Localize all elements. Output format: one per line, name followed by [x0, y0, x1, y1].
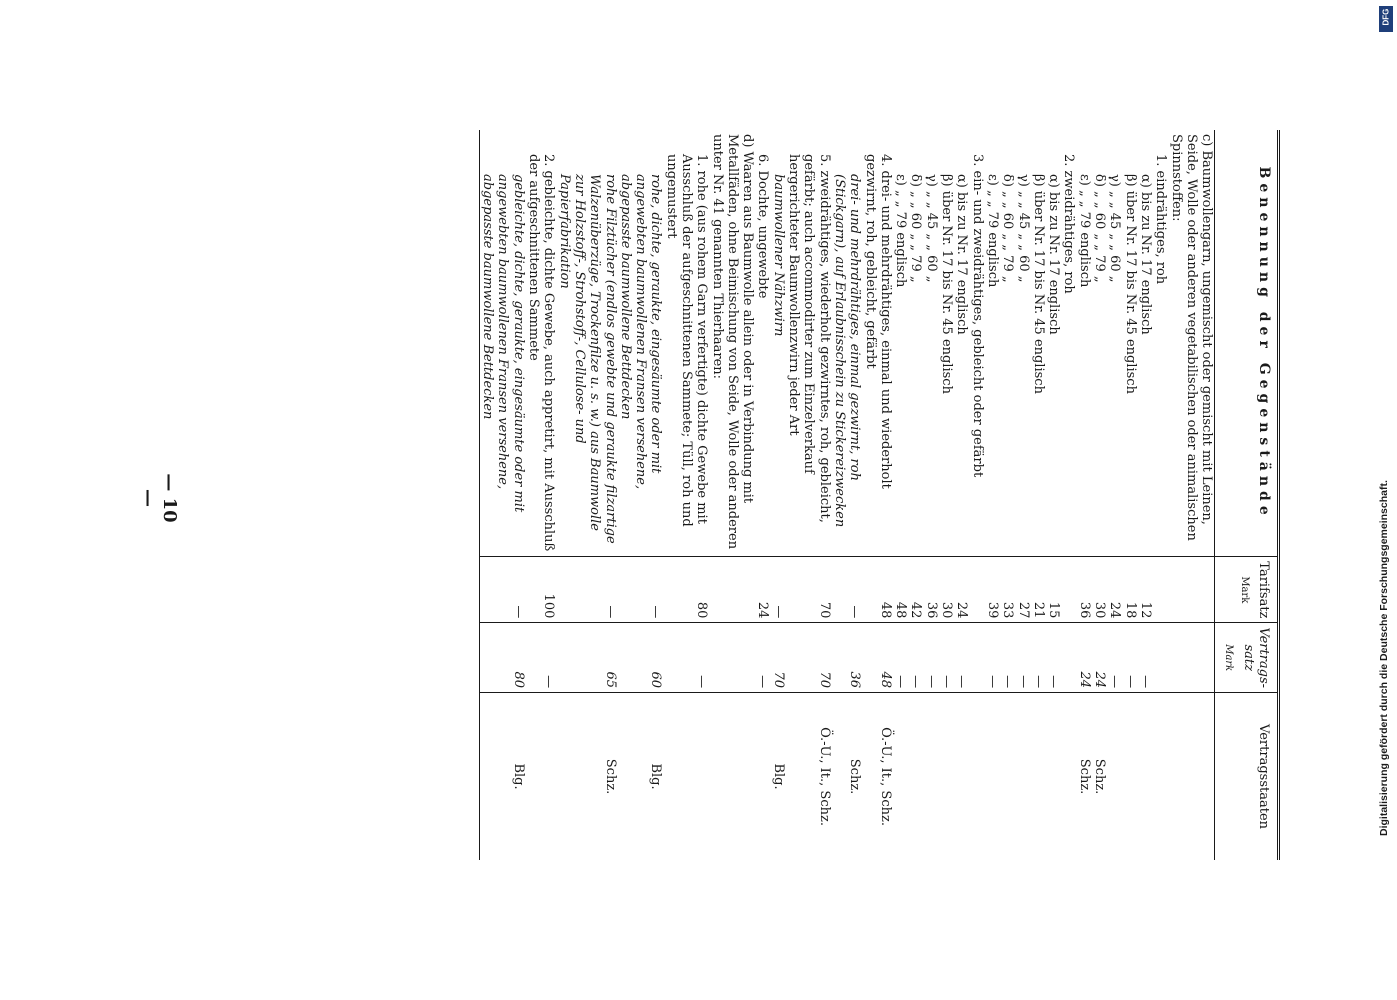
- row-treaty-rate: [709, 623, 755, 693]
- table-row: [1107, 130, 1122, 860]
- row-treaty-states: [954, 693, 969, 860]
- row-treaty-rate: [1168, 623, 1214, 693]
- row-treaty-rate: —: [954, 623, 969, 693]
- row-description: 2. zweidrähtiges, roh: [1061, 130, 1076, 557]
- row-treaty-states: [893, 693, 908, 860]
- table-row: [1138, 130, 1153, 860]
- row-tariff: —: [771, 557, 786, 623]
- row-treaty-rate: —: [985, 623, 1000, 693]
- tariff-table: [479, 130, 1280, 860]
- row-tariff: 24: [1107, 557, 1122, 623]
- row-treaty-states: Blg.: [648, 763, 664, 790]
- row-treaty-states: [1000, 693, 1015, 860]
- table-row: [1061, 130, 1076, 860]
- row-treaty-rate: —: [1000, 623, 1015, 693]
- row-description: gebleichte, dichte, geraukte, eingesäumte oder mit angewebten baumwollenen Fransen versehene, abgepasste baumwollene Bettdecken: [479, 130, 525, 557]
- row-tariff: —: [618, 557, 664, 623]
- row-tariff: 33: [1000, 557, 1015, 623]
- row-treaty-states: Ö.-U., It., Schz.: [877, 727, 893, 826]
- row-treaty-states: [709, 693, 755, 860]
- row-treaty-rate: 80: [479, 623, 525, 693]
- row-tariff: 48: [862, 557, 893, 623]
- row-treaty-rate: 24: [1076, 623, 1091, 693]
- row-tariff: —: [479, 557, 525, 623]
- table-row: [1076, 130, 1091, 860]
- header-tariff: [1215, 557, 1279, 623]
- row-treaty-rate: —: [1015, 623, 1030, 693]
- row-description: δ) „ „ 60 „ „ 79 „: [1000, 130, 1015, 557]
- table-row: [786, 130, 832, 860]
- table-row: [618, 130, 664, 860]
- table-row: [1000, 130, 1015, 860]
- header-treaty-rate-unit: Mark: [1223, 644, 1235, 672]
- row-description: baumwollener Nähzwirn: [771, 130, 786, 557]
- row-treaty-states: Schz.: [1092, 758, 1108, 795]
- row-treaty-states: Blg.: [479, 693, 525, 860]
- row-description: ε) „ „ 79 englisch: [893, 130, 908, 557]
- row-treaty-rate: —: [908, 623, 923, 693]
- row-treaty-states: [1138, 693, 1153, 860]
- row-treaty-states: Schz.: [847, 758, 863, 795]
- row-treaty-states: Schz.: [1076, 758, 1092, 795]
- table-row: [1092, 130, 1107, 860]
- funding-notice: [1377, 6, 1395, 842]
- row-treaty-states: [1168, 693, 1214, 860]
- row-description: rohe, dichte, geraukte, eingesäumte oder mit angewebten baumwollenen Fransen versehene, abgepasste baumwollene Bettdecken: [618, 130, 664, 557]
- row-tariff: 42: [908, 557, 923, 623]
- table-row: [954, 130, 969, 860]
- table-row: [771, 130, 786, 860]
- rotated-page: [200, 130, 1280, 860]
- row-treaty-states: [526, 693, 557, 860]
- row-description: 3. ein- und zweidrähtiges, gebleicht oder gefärbt: [969, 130, 984, 557]
- table-row: [663, 130, 709, 860]
- row-tariff: 70: [786, 557, 832, 623]
- row-treaty-rate: 60: [618, 623, 664, 693]
- row-treaty-rate: —: [1031, 623, 1046, 693]
- header-tariff-label: Tarifsatz: [1256, 561, 1271, 619]
- table-row: [1031, 130, 1046, 860]
- header-tariff-unit: Mark: [1238, 576, 1250, 604]
- row-treaty-states: [1107, 693, 1122, 860]
- table-row: [832, 130, 863, 860]
- row-treaty-rate: —: [939, 623, 954, 693]
- table-row: [709, 130, 755, 860]
- row-treaty-rate: —: [526, 623, 557, 693]
- table-row: [1153, 130, 1168, 860]
- row-treaty-rate: —: [1107, 623, 1122, 693]
- table-row: [1046, 130, 1061, 860]
- row-description: drei- und mehrdrähtiges, einmal gezwirnt, roh (Stickgarn), auf Erlaubnisschein zu Stickereizwecken: [832, 130, 863, 557]
- table-header-row: [1215, 130, 1279, 860]
- row-treaty-rate: [1061, 623, 1076, 693]
- row-description: 6. Dochte, ungewebte: [755, 130, 770, 557]
- table-row: [985, 130, 1000, 860]
- row-tariff: 36: [923, 557, 938, 623]
- row-tariff: 24: [755, 557, 770, 623]
- row-tariff: 24: [954, 557, 969, 623]
- row-treaty-rate: —: [1122, 623, 1137, 693]
- header-treaty-rate-label: Vertrags-satz: [1240, 627, 1271, 689]
- row-description: β) über Nr. 17 bis Nr. 45 englisch: [1122, 130, 1137, 557]
- row-description: ε) „ „ 79 englisch: [1076, 130, 1091, 557]
- row-tariff: —: [556, 557, 617, 623]
- row-description: β) über Nr. 17 bis Nr. 45 englisch: [939, 130, 954, 557]
- row-description: d) Waaren aus Baumwolle allein oder in Verbindung mit Metallfäden, ohne Beimischung von Seide, Wolle oder anderen unter Nr. 41 genannten Thierhaaren:: [709, 130, 755, 557]
- row-treaty-rate: —: [1046, 623, 1061, 693]
- row-treaty-states: [1015, 693, 1030, 860]
- row-treaty-rate: 65: [556, 623, 617, 693]
- row-tariff: 30: [939, 557, 954, 623]
- row-description: 1. eindrähtiges, roh: [1153, 130, 1168, 557]
- funding-notice-text: Digitalisierung gefördert durch die Deutsche Forschungsgemeinschaft.: [1378, 480, 1390, 836]
- row-treaty-states: [1153, 693, 1168, 860]
- page-number: — 10 —: [138, 473, 180, 523]
- table-row: [556, 130, 617, 860]
- row-tariff: 21: [1031, 557, 1046, 623]
- table-row: [923, 130, 938, 860]
- row-treaty-rate: 48: [862, 623, 893, 693]
- row-treaty-states: [985, 693, 1000, 860]
- row-treaty-rate: —: [755, 623, 770, 693]
- row-description: c) Baumwollengarn, ungemischt oder gemischt mit Leinen, Seide, Wolle oder anderen vegetabilischen oder animalischen Spinnstoffen:: [1168, 130, 1214, 557]
- row-description: γ) „ „ 45 „ „ 60 „: [1015, 130, 1030, 557]
- row-treaty-rate: 70: [786, 623, 832, 693]
- table-row: [526, 130, 557, 860]
- row-treaty-rate: —: [923, 623, 938, 693]
- row-tariff: —: [832, 557, 863, 623]
- table-row: [1168, 130, 1214, 860]
- table-row: [1122, 130, 1137, 860]
- row-description: 2. gebleichte, dichte Gewebe, auch appretirt, mit Ausschluß der aufgeschnittenen Sammete: [526, 130, 557, 557]
- row-treaty-states: [908, 693, 923, 860]
- row-description: rohe Filztücher (endlos gewebte und geraukte filzartige Walzenüberzüge, Trockenfilze u. s. w.) aus Baumwolle zur Holzstoff-, Strohstoff-, Cellulose- und Papierfabrikation: [556, 130, 617, 557]
- row-treaty-states: [1046, 693, 1061, 860]
- row-treaty-states: [663, 693, 709, 860]
- row-description: γ) „ „ 45 „ „ 60 „: [1107, 130, 1122, 557]
- row-tariff: [969, 557, 984, 623]
- table-row: [1015, 130, 1030, 860]
- row-treaty-rate: [1153, 623, 1168, 693]
- row-treaty-states: [1061, 693, 1076, 860]
- table-row: [939, 130, 954, 860]
- row-treaty-states: [969, 693, 984, 860]
- table-row: [969, 130, 984, 860]
- table-row: [755, 130, 770, 860]
- row-description: δ) „ „ 60 „ „ 79 „: [1092, 130, 1107, 557]
- row-description: δ) „ „ 60 „ „ 79 „: [908, 130, 923, 557]
- row-tariff: 30: [1092, 557, 1107, 623]
- row-treaty-rate: 70: [771, 623, 786, 693]
- row-tariff: [1061, 557, 1076, 623]
- row-treaty-states: [1031, 693, 1046, 860]
- row-treaty-rate: [969, 623, 984, 693]
- row-treaty-states: Schz.: [602, 758, 618, 795]
- header-treaty-states: Vertragsstaaten: [1215, 693, 1279, 860]
- row-treaty-states: [923, 693, 938, 860]
- row-treaty-rate: —: [663, 623, 709, 693]
- row-tariff: [709, 557, 755, 623]
- row-description: α) bis zu Nr. 17 englisch: [1046, 130, 1061, 557]
- row-treaty-states: [1122, 693, 1137, 860]
- row-treaty-rate: —: [893, 623, 908, 693]
- dfg-logo-text: DFG: [1381, 8, 1391, 26]
- row-description: β) über Nr. 17 bis Nr. 45 englisch: [1031, 130, 1046, 557]
- row-tariff: 100: [526, 557, 557, 623]
- row-tariff: 39: [985, 557, 1000, 623]
- row-treaty-states: [939, 693, 954, 860]
- row-tariff: 80: [663, 557, 709, 623]
- row-description: ε) „ „ 79 englisch: [985, 130, 1000, 557]
- row-treaty-states: Blg.: [770, 763, 786, 790]
- table-body: [479, 130, 1214, 860]
- row-tariff: [1153, 557, 1168, 623]
- row-treaty-rate: 36: [832, 623, 863, 693]
- row-treaty-rate: —: [1138, 623, 1153, 693]
- row-description: α) bis zu Nr. 17 englisch: [954, 130, 969, 557]
- row-tariff: 48: [893, 557, 908, 623]
- row-treaty-states: [755, 693, 770, 860]
- row-tariff: 27: [1015, 557, 1030, 623]
- row-tariff: 12: [1138, 557, 1153, 623]
- row-description: 4. drei- und mehrdrähtiges, einmal und wiederholt gezwirnt, roh, gebleicht, gefärbt: [862, 130, 893, 557]
- table-row: [893, 130, 908, 860]
- row-treaty-rate: 24: [1092, 623, 1107, 693]
- table-row: [479, 130, 525, 860]
- header-treaty-rate: [1215, 623, 1279, 693]
- row-tariff: [1168, 557, 1214, 623]
- table-row: [862, 130, 893, 860]
- header-description: Benennung der Gegenstände: [1215, 130, 1279, 557]
- row-description: 5. zweidrähtiges, wiederholt gezwirntes, roh, gebleicht, gefärbt; auch accommodirter zum Einzelverkauf hergerichteter Baumwollenzwirn jeder Art: [786, 130, 832, 557]
- row-description: γ) „ „ 45 „ „ 60 „: [923, 130, 938, 557]
- row-description: α) bis zu Nr. 17 englisch: [1138, 130, 1153, 557]
- row-tariff: 15: [1046, 557, 1061, 623]
- table-row: [908, 130, 923, 860]
- row-tariff: 18: [1122, 557, 1137, 623]
- row-treaty-states: Ö.-U., It., Schz.: [816, 727, 832, 826]
- row-description: 1. rohe (aus rohem Garn verfertigte) dichte Gewebe mit Ausschluß der aufgeschnittenen Sammete; Tüll, roh und ungemustert: [663, 130, 709, 557]
- row-tariff: 36: [1076, 557, 1091, 623]
